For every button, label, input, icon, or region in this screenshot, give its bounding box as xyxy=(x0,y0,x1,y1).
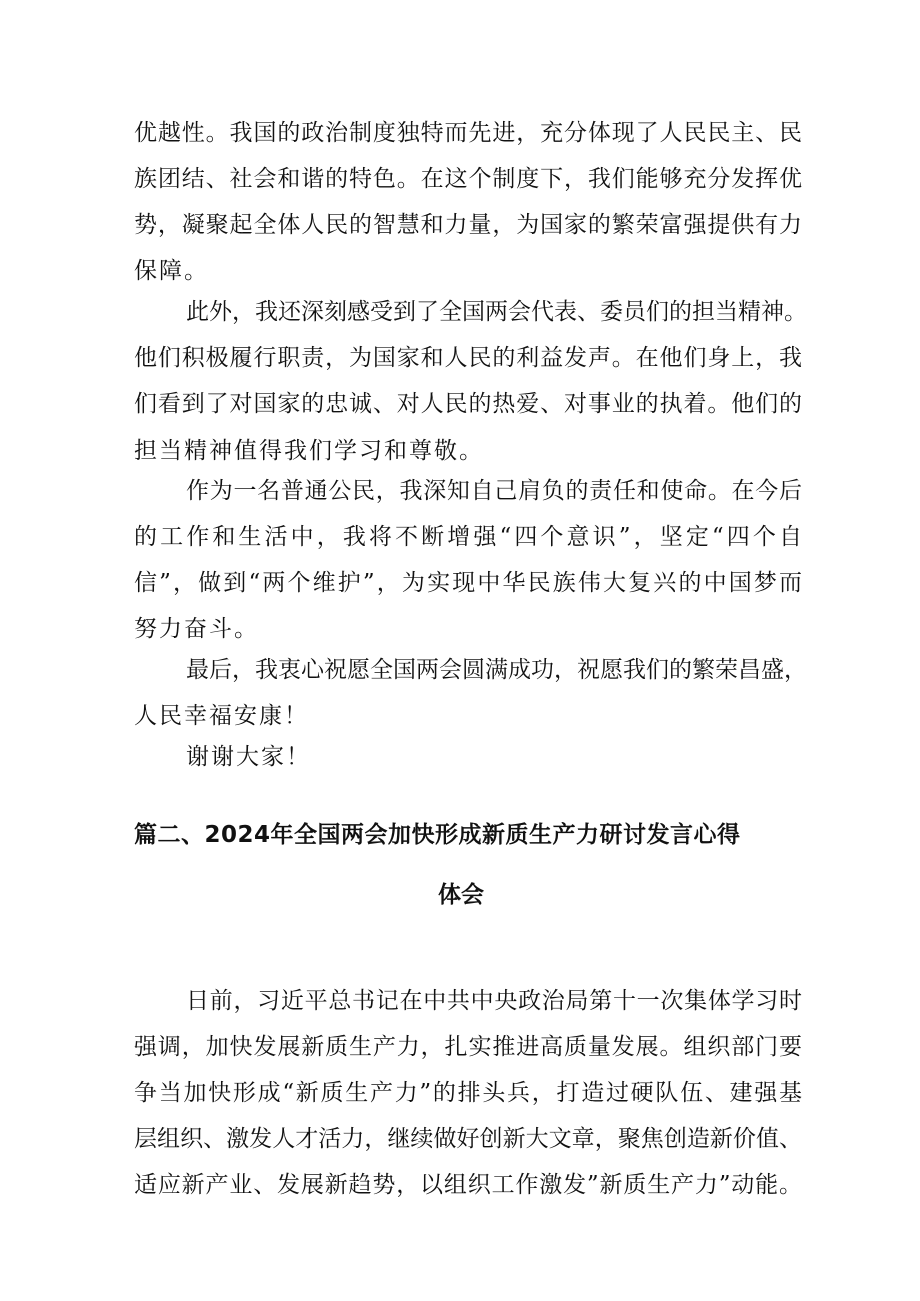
paragraph-line: 他们积极履行职责，为国家和人民的利益发声。在他们身上，我 xyxy=(134,345,802,371)
paragraph-line: 人民幸福安康！ xyxy=(134,703,309,729)
paragraph-line: 最后，我衷心祝愿全国两会圆满成功，祝愿我们的繁荣昌盛， xyxy=(186,657,807,683)
paragraph-line: 作为一名普通公民，我深知自己肩负的责任和使命。在今后 xyxy=(186,478,802,504)
paragraph-line: 担当精神值得我们学习和尊敬。 xyxy=(134,438,484,464)
paragraph-line: 们看到了对国家的忠诚、对人民的热爱、对事业的执着。他们的 xyxy=(134,391,802,417)
paragraph-line: 族团结、社会和谐的特色。在这个制度下，我们能够充分发挥优 xyxy=(134,166,802,192)
paragraph-line: 优越性。我国的政治制度独特而先进，充分体现了人民民主、民 xyxy=(134,120,802,146)
paragraph-line: 信”，做到“两个维护”，为实现中华民族伟大复兴的中国梦而 xyxy=(134,570,802,596)
paragraph-line: 适应新产业、发展新趋势，以组织工作激发”新质生产力”动能。 xyxy=(134,1172,802,1198)
paragraph-line: 谢谢大家！ xyxy=(186,744,311,770)
paragraph-line: 日前，习近平总书记在中共中央政治局第十一次集体学习时 xyxy=(186,988,802,1014)
paragraph-line: 强调，加快发展新质生产力，扎实推进高质量发展。组织部门要 xyxy=(134,1034,802,1060)
paragraph-line: 势，凝聚起全体人民的智慧和力量，为国家的繁荣富强提供有力 xyxy=(134,212,802,238)
section-heading: 篇二、2024年全国两会加快形成新质生产力研讨发言心得 xyxy=(134,822,741,848)
paragraph-line: 的工作和生活中，我将不断增强“四个意识”，坚定“四个自 xyxy=(134,524,802,550)
paragraph-line: 努力奋斗。 xyxy=(134,616,259,642)
paragraph-line: 此外，我还深刻感受到了全国两会代表、委员们的担当精神。 xyxy=(186,299,807,325)
paragraph-line: 层组织、激发人才活力，继续做好创新大文章，聚焦创造新价值、 xyxy=(134,1126,802,1152)
paragraph-line: 保障。 xyxy=(134,258,209,284)
section-heading-continuation: 体会 xyxy=(438,882,484,908)
paragraph-line: 争当加快形成“新质生产力”的排头兵，打造过硬队伍、建强基 xyxy=(134,1080,802,1106)
